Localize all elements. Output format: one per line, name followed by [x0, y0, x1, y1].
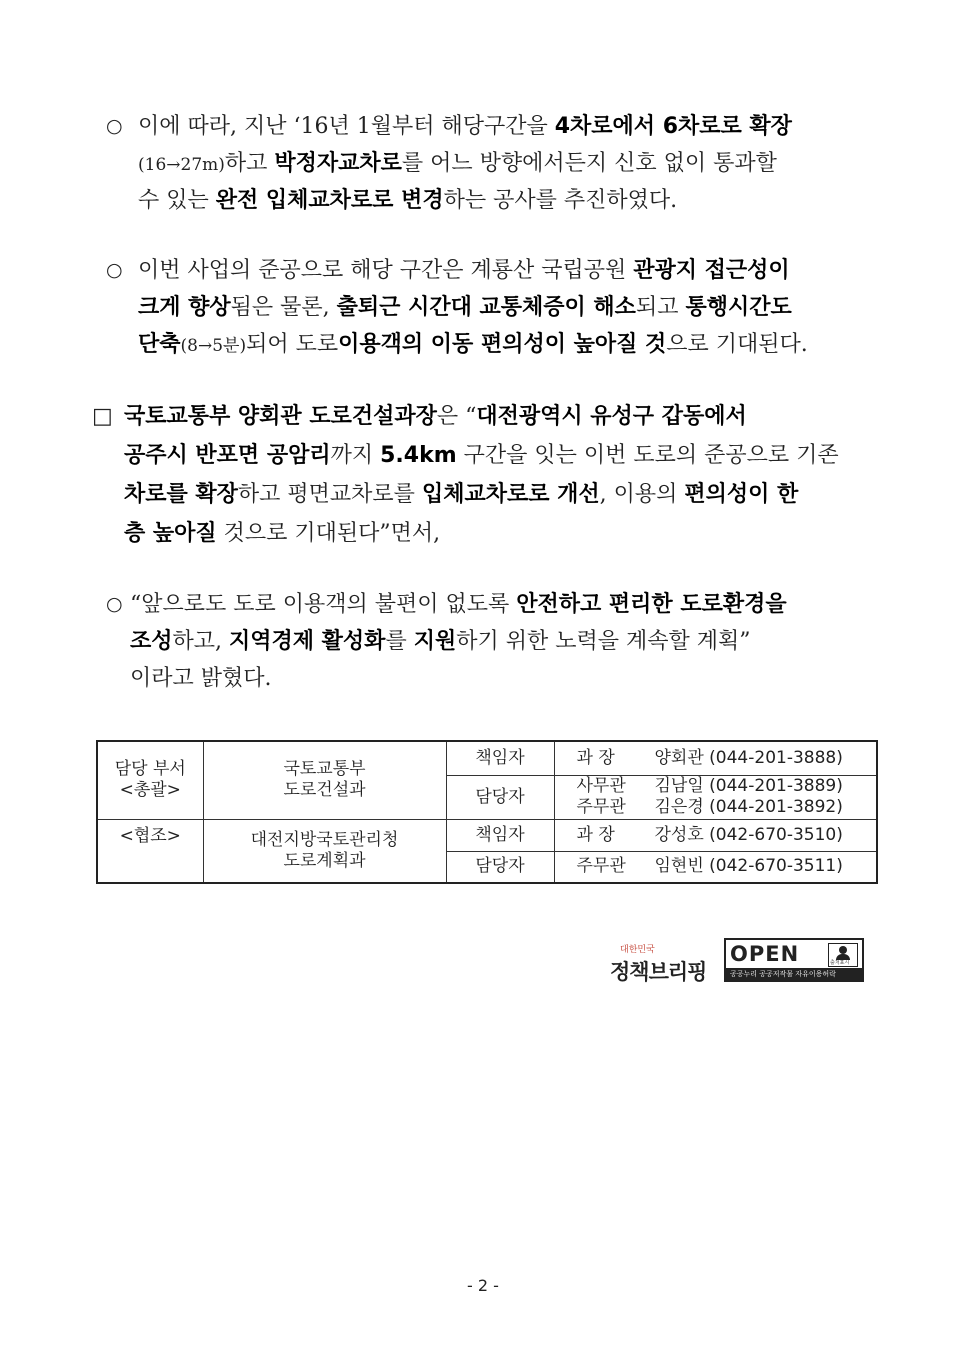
contact-person: 과 장 강성호 (042-670-3510) — [554, 819, 877, 851]
circle-bullet-icon: ○ — [106, 115, 123, 137]
circle-bullet-icon: ○ — [106, 593, 123, 615]
contact-person: 사무관 김남일 (044-201-3889) 주무관 김은경 (044-201-3892) — [554, 775, 877, 819]
contact-table — [96, 740, 878, 884]
p1-line-2: (16→27m)하고 박정자교차로를 어느 방향에서든지 신호 없이 통과할 — [138, 151, 777, 176]
p3-line-3: 차로를 확장하고 평면교차로를 입체교차로로 개선, 이용의 편의성이 한 — [124, 482, 799, 507]
p2-line-1: 이번 사업의 준공으로 해당 구간은 계룡산 국립공원 관광지 접근성이 — [138, 258, 790, 283]
attribution-person-icon: 출처표시 — [828, 943, 858, 967]
contact-person: 주무관 임현빈 (042-670-3511) — [554, 851, 877, 883]
p2-line-3: 단축(8→5분)되어 도로이용객의 이동 편의성이 높아질 것으로 기대된다. — [138, 332, 808, 357]
role-staff: 담당자 — [446, 775, 554, 819]
main-dept-cell: 국토교통부 도로건설과 — [203, 741, 446, 819]
p3-line-4: 층 높아질 것으로 기대된다”면서, — [124, 521, 441, 546]
circle-bullet-icon: ○ — [106, 259, 123, 281]
contact-person: 과 장 양회관 (044-201-3888) — [554, 741, 877, 775]
square-bullet-icon: □ — [92, 404, 113, 429]
page-number: - 2 - — [467, 1276, 499, 1295]
p2-line-2: 크게 향상됨은 물론, 출퇴근 시간대 교통체증이 해소되고 통행시간도 — [138, 295, 792, 320]
p4-line-1: “앞으로도 도로 이용객의 불편이 없도록 안전하고 편리한 도로환경을 — [130, 592, 787, 617]
policy-briefing-logo: 대한민국 정책브리핑 — [610, 945, 707, 984]
role-chief: 책임자 — [446, 741, 554, 775]
p3-line-2: 공주시 반포면 공암리까지 5.4km 구간을 잇는 이번 도로의 준공으로 기존 — [124, 443, 839, 468]
coop-dept-cell: 대전지방국토관리청 도로계획과 — [203, 819, 446, 883]
p4-line-2: 조성하고, 지역경제 활성화를 지원하기 위한 노력을 계속할 계획” — [130, 629, 751, 654]
coop-label-cell: <협조> — [97, 819, 203, 883]
open-license-logo: OPEN 출처표시 공공누리 공공저작물 자유이용허락 — [724, 938, 864, 982]
p1-line-1: 이에 따라, 지난 ‘16년 1월부터 해당구간을 4차로에서 6차로로 확장 — [138, 114, 792, 139]
dept-label-cell: 담당 부서 <총괄> — [97, 741, 203, 819]
role-chief: 책임자 — [446, 819, 554, 851]
p3-line-1: 국토교통부 양회관 도로건설과장은 “대전광역시 유성구 갑동에서 — [124, 404, 747, 429]
p1-line-3: 수 있는 완전 입체교차로로 변경하는 공사를 추진하였다. — [138, 188, 678, 213]
p4-line-3: 이라고 밝혔다. — [130, 666, 272, 691]
role-staff: 담당자 — [446, 851, 554, 883]
